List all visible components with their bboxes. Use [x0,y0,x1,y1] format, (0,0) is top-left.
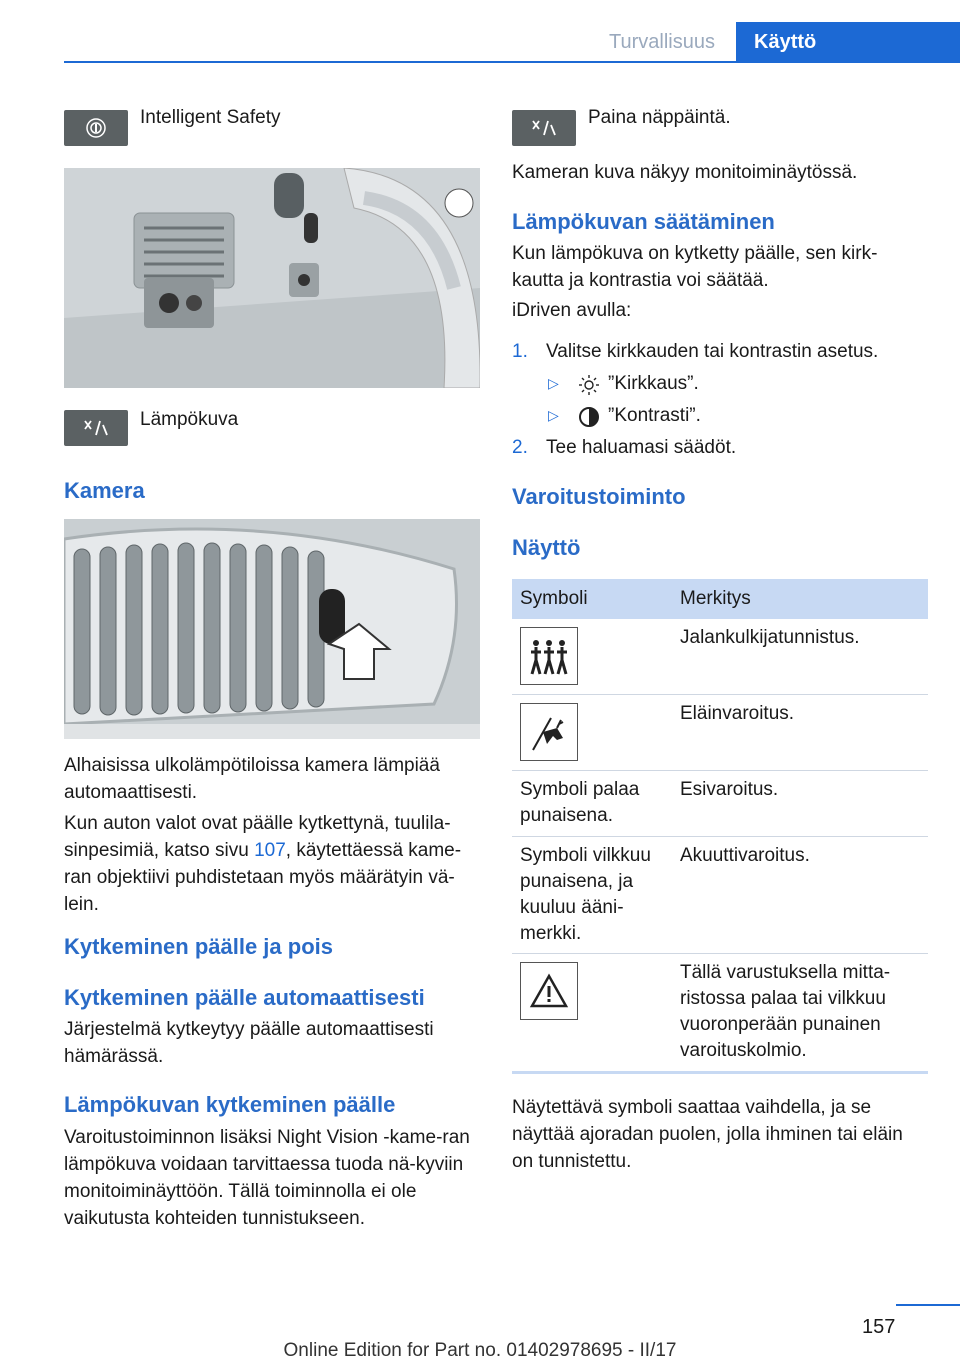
step2-text: Tee haluamasi säädöt. [546,437,737,458]
table-cell-meaning: Esivaroitus. [680,779,779,800]
heading-thermal-on: Lämpökuvan kytkeminen päälle [64,1092,396,1117]
heading-display: Näyttö [512,535,581,560]
heading-adjust-thermal: Lämpökuvan säätäminen [512,209,775,234]
idrive-text: iDriven avulla: [512,300,632,321]
heading-camera: Kamera [64,478,145,503]
table-cell-symbol [512,619,672,694]
page-number: 157 [862,1316,896,1338]
dashboard-photo [64,168,480,388]
paragraph-camera-heating: Alhaisissa ulkolämpötiloissa kamera lämpiää automaattisesti. [64,755,440,803]
table-row [512,771,928,837]
table-cell-symbol [512,954,672,1071]
thermal-label: Lämpökuva [140,409,239,430]
table-row [512,837,928,954]
step2-number: 2. [512,437,528,458]
table-cell-meaning: Akuuttivaroitus. [680,845,810,866]
paragraph-auto-on: Järjestelmä kytkeytyy päälle automaattisesti hämärässä. [64,1019,434,1067]
col-meaning: Merkitys [680,588,751,609]
sub1-text: ”Kirkkaus”. [608,373,699,394]
thermal-button-icon [64,410,128,446]
table-cell-symbol [512,695,672,770]
intelligent-safety-label: Intelligent Safety [140,107,281,128]
step1-number: 1. [512,341,528,362]
heading-switch-on-off: Kytkeminen päälle ja pois [64,934,333,959]
header-divider [64,61,960,63]
contrast-icon [578,406,600,433]
tab-safety[interactable]: Turvallisuus [609,30,715,53]
page-link-107[interactable]: 107 [254,840,286,861]
paragraph-camera-cleaning: Kun auton valot ovat päälle kytkettynä, tuulila-sinpesimiä, katso sivu 107, käytettäessä kame-ran objektiivi puhdistetaan myös määrätyin vä-lein. [64,813,462,915]
step1-text: Valitse kirkkauden tai kontrastin asetus. [546,341,879,362]
sub1-bullet-icon: ▷ [548,375,559,391]
table-header [512,579,928,619]
camera-view-text: Kameran kuva näkyy monitoiminäytössä. [512,162,858,183]
thermal-button-icon-right [512,110,576,146]
table-cell-meaning: Jalankulkijatunnistus. [680,627,860,648]
tab-operation[interactable]: Käyttö [736,22,960,62]
pedestrian-icon [520,627,578,685]
table-cell-symbol: Symboli palaa punaisena. [520,779,640,826]
brightness-icon [578,374,600,401]
edition-footer: Online Edition for Part no. 01402978695 - II/17 [283,1340,677,1361]
sub2-bullet-icon: ▷ [548,407,559,423]
table-cell-meaning: Tällä varustuksella mitta-ristossa palaa tai vilkkuu vuoronperään punainen varoituskolmio. [680,962,891,1061]
warning-triangle-icon [520,962,578,1020]
table-cell-meaning: Eläinvaroitus. [680,703,795,724]
table-row [512,954,928,1074]
animal-deer-icon [520,703,578,761]
heading-auto-on: Kytkeminen päälle automaattisesti [64,985,425,1010]
heading-warning-function: Varoitustoiminto [512,484,686,509]
paragraph-adjust: Kun lämpökuva on kytketty päälle, sen kirk-kautta ja kontrastia voi säätää. [512,243,878,291]
paragraph-note: Näytettävä symboli saattaa vaihdella, ja se näyttää ajoradan puolen, jolla ihminen tai eläin on tunnistettu. [512,1097,903,1172]
table-row [512,695,928,771]
paragraph-thermal-on: Varoitustoiminnon lisäksi Night Vision -kame-ran lämpökuva voidaan tarvittaessa tuoda nä-kyviin monitoiminäyttöön. Tällä toiminnolla ei ole vaikutusta kohteiden tunnistukseen. [64,1127,470,1229]
press-button-text: Paina näppäintä. [588,107,731,128]
table-row [512,619,928,695]
grille-camera-photo [64,519,480,739]
sub2-text: ”Kontrasti”. [608,405,701,426]
footer-divider [896,1304,960,1306]
intelligent-safety-button-icon [64,110,128,146]
table-cell-symbol: Symboli vilkkuu punaisena, ja kuuluu ääni-merkki. [520,845,651,944]
symbol-table [512,579,928,1074]
col-symbol: Symboli [520,588,588,609]
